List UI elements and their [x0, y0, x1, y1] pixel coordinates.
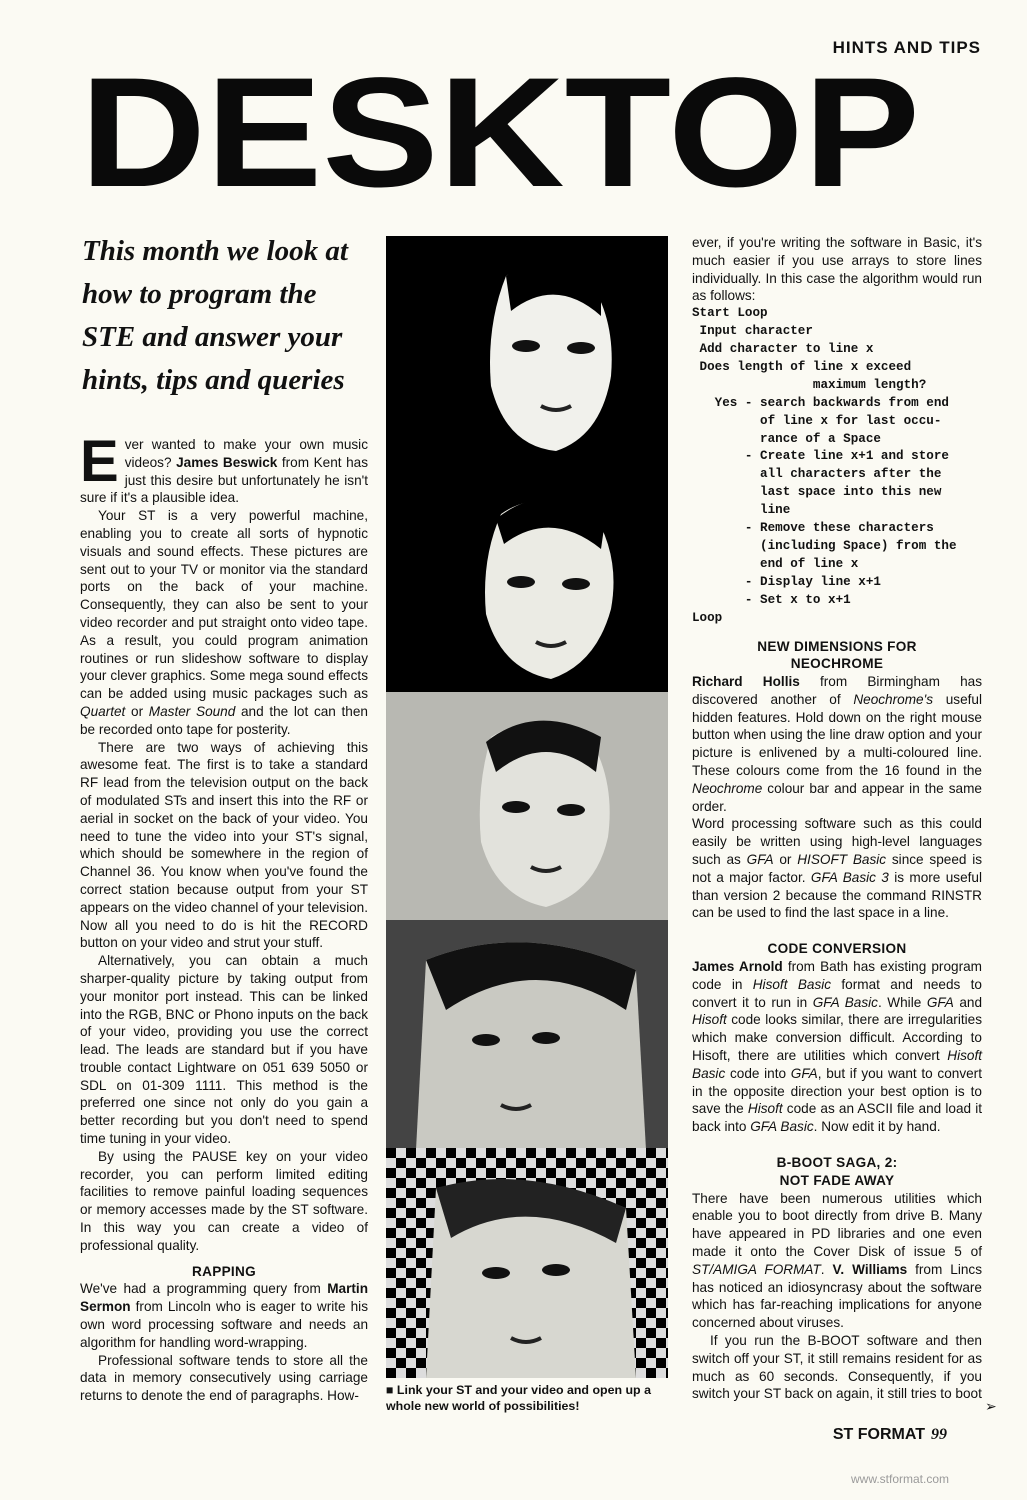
photo-caption: ■ Link your ST and your video and open up a whole new world of possibilities! [386, 1383, 651, 1413]
intro-paragraph: Ever wanted to make your own music videos? James Beswick from Kent has just this desire but unfortunately he isn't sure if it's a plausible idea. [80, 429, 368, 506]
subheading-rapping: RAPPING [191, 1263, 257, 1279]
body-paragraph: Professional software tends to store all the data in memory consecutively using carriage returns to denote the end of paragraphs. How- [80, 1352, 368, 1404]
body-paragraph: By using the PAUSE key on your video recorder, you can perform limited editing facilities to remove painful loading sequences or memory accesses made by the ST software. In this way you can create a video of professional quality. [80, 1148, 368, 1253]
body-paragraph: ever, if you're writing the software in Basic, it's much easier if you use arrays to store lines individually. In this case the algorithm would run as follows: [692, 235, 982, 304]
column-right [692, 234, 982, 1403]
digitised-face-image [386, 1148, 668, 1378]
lead-standfirst: This month we look at how to program the STE and answer your hints, tips and queries [82, 235, 348, 396]
digitised-face-image [386, 236, 668, 466]
subheading-bboot: B-BOOT SAGA, 2: NOT FADE AWAY [776, 1155, 898, 1188]
website-watermark: www.stformat.com [850, 1472, 949, 1486]
section-label: HINTS AND TIPS [832, 38, 981, 57]
digitised-face-image [386, 692, 668, 922]
magazine-name: ST FORMAT [832, 1426, 925, 1443]
body-paragraph: Richard Hollis from Birmingham has discovered another of Neochrome's useful hidden features. Hold down on the right mouse button when using the line draw option and your picture is enlivened by a multi-coloured line. These colours come from the 16 found in the Neochrome colour bar and appear in the same order. [692, 674, 982, 814]
photo-strip [386, 236, 668, 1380]
body-paragraph: If you run the B-BOOT software and then switch off your ST, it still remains resident for as much as 60 seconds. Consequently, if you switch your ST back on again, it still tries to boot [692, 1332, 982, 1402]
body-paragraph: Your ST is a very powerful machine, enabling you to create all sorts of hypnotic visuals and sound effects. These pictures are sent out to your TV or monitor via the standard ports on the back of your machine. Consequently, they can also be sent to your video recorder and put straight onto video tape. As a result, you could program animation routines or run slideshow software to display your clever graphics. Some mega sound effects can be added using music packages such as Quartet or Master Sound and the lot can then be recorded onto tape for posterity. [80, 508, 368, 737]
drop-cap: E [80, 429, 119, 494]
body-paragraph: There have been numerous utilities which enable you to boot directly from drive B. Many have appeared in PD libraries and one even made it onto the Cover Disk of issue 5 of ST/AMIGA FORMAT. V. Williams from Lincs has noticed an idiosyncrasy about the software which has far-reaching implications for anyone concerned about viruses. [692, 1190, 982, 1331]
column-left [80, 429, 368, 1405]
algorithm-code: Start Loop Input character Add character to line x Does length of line x exceed maximum length? Yes - search backwards from end of line x for last occu- rance of a Space - Create line x+1 and store all characters after the last space into this new line - Remove these characters (including Space) from the end of line x - Display line x+1 - Set x to x+1 Loop [692, 306, 957, 625]
subheading-neochrome: NEW DIMENSIONS FOR NEOCHROME [757, 638, 917, 672]
page-footer [833, 1426, 947, 1444]
page-number: 99 [931, 1426, 947, 1443]
body-paragraph: Alternatively, you can obtain a much sharper-quality picture by taking output from your monitor port instead. This can be linked into the RGB, BNC or Phono inputs on the back of your video, providing you use the correct lead. The leads are standard but if you have trouble contact Lightware on 051 639 5050 or SDL on 01-309 1111. This method is the preferred one since not only do you gain a better recording but you don't need to spend time tuning in your video. [80, 953, 368, 1147]
title-text: DESKTOP [80, 66, 920, 206]
digitised-face-image [386, 920, 668, 1150]
continue-arrow-icon: ➢ [985, 1398, 997, 1414]
page-title [80, 66, 980, 206]
subheading-code-conversion: CODE CONVERSION [767, 941, 907, 957]
body-paragraph: We've had a programming query from Martin Sermon from Lincoln who is eager to write his own word processing software and needs an algorithm for handling word-wrapping. [80, 1281, 368, 1350]
body-paragraph: Word processing software such as this could easily be written using high-level languages such as GFA or HISOFT Basic since speed is not a major factor. GFA Basic 3 is more useful than version 2 because the command RINSTR can be used to find the last space in a line. [692, 816, 983, 921]
digitised-face-image [386, 464, 668, 694]
body-paragraph: James Arnold from Bath has existing program code in Hisoft Basic format and needs to convert it to run in GFA Basic. While GFA and Hisoft code looks similar, there are irregularities which make conversion difficult. According to Hisoft, there are utilities which convert Hisoft Basic code into GFA, but if you want to convert in the opposite direction your best option is to save the Hisoft code as an ASCII file and load it back into GFA Basic. Now edit it by hand. [692, 959, 982, 1135]
body-paragraph: There are two ways of achieving this awesome feat. The first is to take a standard RF lead from the television output on the back of modulated STs and insert this into the RF or aerial in socket on the back of your video. You need to tune the video into your ST's signal, which should be somewhere in the region of Channel 36. You know when you've found the correct station because output from your ST appears on the video channel of your television. Now all you need to do is hit the RECORD button on your video and strut your stuff. [80, 739, 368, 951]
